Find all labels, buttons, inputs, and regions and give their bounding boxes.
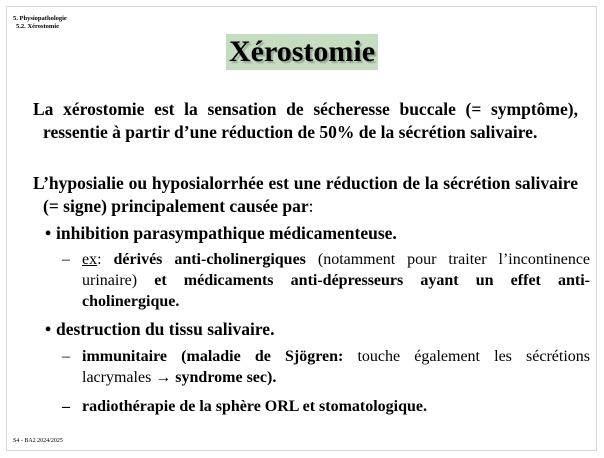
dash-glyph: – bbox=[62, 251, 70, 268]
subsection-heading: 5.2. Xérostomie bbox=[16, 23, 60, 30]
sub-bullet-item bbox=[62, 346, 590, 388]
bullet-text: inhibition parasympathique médicamenteuse. bbox=[56, 223, 397, 243]
bullet-glyph: • bbox=[45, 223, 52, 243]
example-label: ex bbox=[82, 251, 98, 268]
sub-bold-text: et médicaments anti-dépresseurs ayant un effet anti-cholinergique. bbox=[82, 272, 591, 310]
slide-title: Xérostomie bbox=[226, 34, 378, 70]
definition-xerostomie: La xérostomie est la sensation de sécheresse buccale (= symptôme), ressentie à partir d’une réduction de 50% de la sécrétion salivaire. bbox=[33, 99, 578, 142]
definition-hyposialie-text: L’hyposialie ou hyposialorrhée est une réduction de la sécrétion salivaire (= signe) principalement causée par bbox=[33, 173, 578, 216]
sub-bullet-item bbox=[62, 396, 590, 417]
sub-normal-text: touche également les sécrétions lacrymales bbox=[82, 348, 591, 386]
bullet-text: destruction du tissu salivaire. bbox=[56, 319, 275, 339]
sub-bullet-item bbox=[62, 249, 590, 312]
dash-glyph: – bbox=[62, 398, 70, 415]
definition-hyposialie bbox=[33, 172, 578, 217]
example-colon: : bbox=[97, 251, 102, 268]
sub-normal-text: (notamment pour traiter l’incontinence urinaire) bbox=[82, 251, 591, 289]
sub-bold-text: dérivés anti-cholinergiques bbox=[113, 251, 306, 268]
sub-bold-text: radiothérapie de la sphère ORL et stomatologique. bbox=[82, 398, 428, 415]
sub-bold-text: syndrome sec). bbox=[175, 369, 277, 386]
bullet-item bbox=[45, 222, 565, 245]
section-heading: 5. Physiopathologie bbox=[13, 15, 67, 22]
sub-bold-text: immunitaire (maladie de Sjögren: bbox=[82, 348, 344, 365]
arrow-icon: → bbox=[155, 369, 172, 386]
dash-glyph: – bbox=[62, 348, 70, 365]
slide-footer: S4 - BA2 2024/2025 bbox=[13, 438, 63, 444]
bullet-item bbox=[45, 318, 565, 341]
definition-colon: : bbox=[308, 195, 314, 216]
title-container bbox=[0, 34, 604, 70]
bullet-glyph: • bbox=[45, 319, 52, 339]
